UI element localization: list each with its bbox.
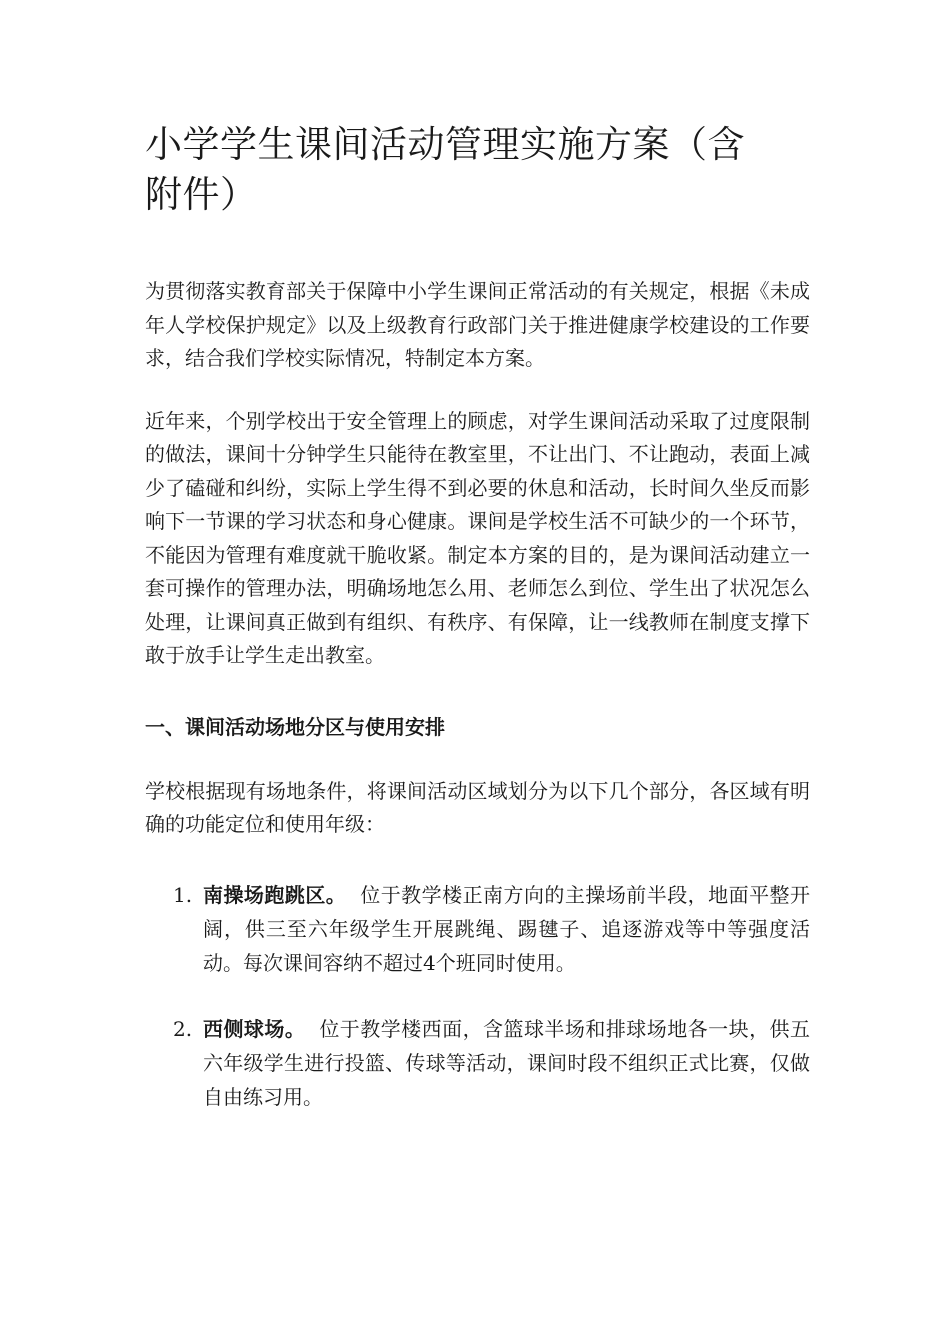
background-paragraph: 近年来，个别学校出于安全管理上的顾虑，对学生课间活动采取了过度限制的做法，课间十分钟学生只能待在教室里，不让出门、不让跑动，表面上减少了磕碰和纠纷，实际上学生得不到必要的休息和活动，长时间久坐反而影响下一节课的学习状态和身心健康。课间是学校生活不可缺少的一个环节，不能因为管理有难度就干脆收紧。制定本方案的目的，是为课间活动建立一套可操作的管理办法，明确场地怎么用、老师怎么到位、学生出了状况怎么处理，让课间真正做到有组织、有秩序、有保障，让一线教师在制度支撑下敢于放手让学生走出教室。 [145,408,810,667]
list-item-title: 西侧球场。 [203,1016,306,1041]
list-item-text: 位于教学楼正南方向的主操场前半段，地面平整开阔，供三至六年级学生开展跳绳、踢毽子、追逐游戏等中等强度活动。每次课间容纳不超过4个班同时使用。 [203,882,810,975]
list-item-number: 1. [173,882,193,907]
list-item-number: 2. [173,1016,193,1041]
intro-paragraph: 为贯彻落实教育部关于保障中小学生课间正常活动的有关规定，根据《未成年人学校保护规定》以及上级教育行政部门关于推进健康学校建设的工作要求，结合我们学校实际情况，特制定本方案。 [145,279,810,370]
document-title: 小学学生课间活动管理实施方案（含附件） [145,123,745,216]
section-intro: 学校根据现有场地条件，将课间活动区域划分为以下几个部分，各区域有明确的功能定位和使用年级： [145,778,810,836]
section-heading: 一、课间活动场地分区与使用安排 [145,714,445,739]
list-item-text: 位于教学楼西面，含篮球半场和排球场地各一块，供五六年级学生进行投篮、传球等活动，课间时段不组织正式比赛，仅做自由练习用。 [203,1016,811,1109]
list-item [145,878,810,980]
document-page [145,120,810,1114]
list-item-title: 南操场跑跳区。 [203,882,347,907]
zone-list [145,878,810,1114]
list-item [145,1012,810,1114]
